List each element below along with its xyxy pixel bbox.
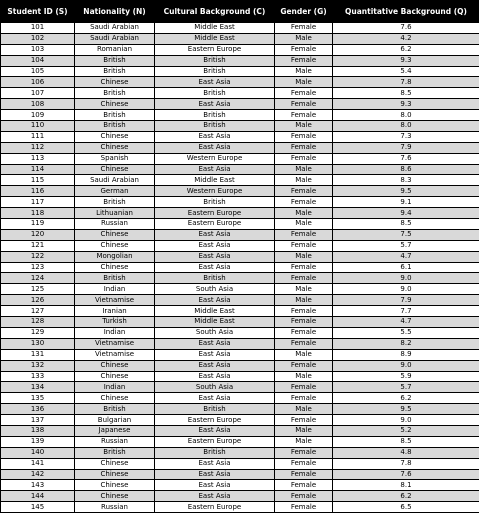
student-id-cell[interactable]: 120: [1, 229, 75, 240]
nationality-cell[interactable]: Chinese: [75, 491, 155, 502]
table-row: [1, 208, 479, 219]
table-row: [1, 338, 479, 349]
nationality-cell[interactable]: Saudi Arabian: [75, 23, 155, 34]
gender-cell[interactable]: Male: [275, 436, 333, 447]
nationality-cell[interactable]: German: [75, 186, 155, 197]
student-id-cell[interactable]: 135: [1, 393, 75, 404]
student-id-cell[interactable]: 101: [1, 23, 75, 34]
table-row: [1, 55, 479, 66]
quantitative-background-cell[interactable]: 5.4: [333, 66, 479, 77]
gender-cell[interactable]: Male: [275, 404, 333, 415]
gender-cell[interactable]: Male: [275, 121, 333, 132]
student-id-cell[interactable]: 132: [1, 360, 75, 371]
gender-cell[interactable]: Female: [275, 447, 333, 458]
quantitative-background-cell[interactable]: 5.9: [333, 371, 479, 382]
nationality-cell[interactable]: Russian: [75, 436, 155, 447]
student-id-cell[interactable]: 127: [1, 306, 75, 317]
student-id-cell[interactable]: 144: [1, 491, 75, 502]
cultural-background-cell[interactable]: British: [155, 55, 275, 66]
table-row: [1, 186, 479, 197]
table-row: [1, 251, 479, 262]
student-id-cell[interactable]: 133: [1, 371, 75, 382]
nationality-cell[interactable]: Vietnamise: [75, 295, 155, 306]
cultural-background-cell[interactable]: East Asia: [155, 99, 275, 110]
student-id-cell[interactable]: 128: [1, 317, 75, 328]
gender-cell[interactable]: Female: [275, 99, 333, 110]
nationality-cell[interactable]: British: [75, 55, 155, 66]
cultural-background-cell[interactable]: Eastern Europe: [155, 436, 275, 447]
student-id-cell[interactable]: 130: [1, 338, 75, 349]
gender-cell[interactable]: Female: [275, 240, 333, 251]
gender-cell[interactable]: Male: [275, 33, 333, 44]
table-row: [1, 360, 479, 371]
cultural-background-cell[interactable]: British: [155, 273, 275, 284]
nationality-cell[interactable]: Chinese: [75, 131, 155, 142]
gender-cell[interactable]: Female: [275, 110, 333, 121]
table-row: [1, 425, 479, 436]
table-row: [1, 295, 479, 306]
gender-cell[interactable]: Male: [275, 295, 333, 306]
quantitative-background-cell[interactable]: 9.3: [333, 99, 479, 110]
cultural-background-cell[interactable]: British: [155, 121, 275, 132]
nationality-cell[interactable]: British: [75, 197, 155, 208]
nationality-cell[interactable]: Iranian: [75, 306, 155, 317]
quantitative-background-cell[interactable]: 8.0: [333, 110, 479, 121]
table-row: [1, 382, 479, 393]
table-row: [1, 99, 479, 110]
table-row: [1, 110, 479, 121]
gender-cell[interactable]: Female: [275, 415, 333, 426]
nationality-cell[interactable]: Lithuanian: [75, 208, 155, 219]
nationality-cell[interactable]: British: [75, 273, 155, 284]
nationality-cell[interactable]: Vietnamise: [75, 338, 155, 349]
nationality-cell[interactable]: Vietnamise: [75, 349, 155, 360]
quantitative-background-cell[interactable]: 7.3: [333, 131, 479, 142]
quantitative-background-cell[interactable]: 4.2: [333, 33, 479, 44]
cultural-background-cell[interactable]: South Asia: [155, 382, 275, 393]
quantitative-background-cell[interactable]: 8.3: [333, 175, 479, 186]
student-id-cell[interactable]: 115: [1, 175, 75, 186]
table-row: [1, 469, 479, 480]
cultural-background-cell[interactable]: East Asia: [155, 458, 275, 469]
cultural-background-cell[interactable]: East Asia: [155, 131, 275, 142]
quantitative-background-cell[interactable]: 7.9: [333, 142, 479, 153]
gender-cell[interactable]: Female: [275, 306, 333, 317]
table-row: [1, 306, 479, 317]
student-id-cell[interactable]: 110: [1, 121, 75, 132]
table-row: [1, 393, 479, 404]
gender-cell[interactable]: Male: [275, 371, 333, 382]
table-row: [1, 229, 479, 240]
cultural-background-cell[interactable]: British: [155, 447, 275, 458]
quantitative-background-cell[interactable]: 7.6: [333, 23, 479, 34]
quantitative-background-cell[interactable]: 9.5: [333, 186, 479, 197]
student-id-cell[interactable]: 118: [1, 208, 75, 219]
quantitative-background-cell[interactable]: 6.1: [333, 262, 479, 273]
table-row: [1, 262, 479, 273]
gender-cell[interactable]: Female: [275, 382, 333, 393]
nationality-cell[interactable]: Chinese: [75, 458, 155, 469]
student-id-cell[interactable]: 109: [1, 110, 75, 121]
quantitative-background-cell[interactable]: 8.0: [333, 121, 479, 132]
table-row: [1, 66, 479, 77]
table-row: [1, 44, 479, 55]
gender-cell[interactable]: Female: [275, 55, 333, 66]
gender-cell[interactable]: Female: [275, 186, 333, 197]
cultural-background-cell[interactable]: Eastern Europe: [155, 219, 275, 230]
nationality-cell[interactable]: Chinese: [75, 229, 155, 240]
cultural-background-cell[interactable]: British: [155, 404, 275, 415]
gender-cell[interactable]: Male: [275, 219, 333, 230]
cultural-background-cell[interactable]: Middle East: [155, 175, 275, 186]
cultural-background-cell[interactable]: British: [155, 66, 275, 77]
student-id-cell[interactable]: 122: [1, 251, 75, 262]
table-row: [1, 197, 479, 208]
cultural-background-cell[interactable]: East Asia: [155, 77, 275, 88]
quantitative-background-cell[interactable]: 7.6: [333, 469, 479, 480]
gender-cell[interactable]: Female: [275, 262, 333, 273]
gender-cell[interactable]: Female: [275, 502, 333, 513]
gender-cell[interactable]: Female: [275, 23, 333, 34]
table-row: [1, 436, 479, 447]
student-id-cell[interactable]: 124: [1, 273, 75, 284]
table-body: [1, 23, 479, 513]
cultural-background-cell[interactable]: South Asia: [155, 284, 275, 295]
table-row: [1, 317, 479, 328]
cultural-background-cell[interactable]: East Asia: [155, 251, 275, 262]
table-row: [1, 164, 479, 175]
quantitative-background-cell[interactable]: 4.8: [333, 447, 479, 458]
student-id-cell[interactable]: 137: [1, 415, 75, 426]
student-id-cell[interactable]: 138: [1, 425, 75, 436]
cultural-background-cell[interactable]: East Asia: [155, 360, 275, 371]
student-id-cell[interactable]: 102: [1, 33, 75, 44]
student-id-cell[interactable]: 139: [1, 436, 75, 447]
student-id-cell[interactable]: 108: [1, 99, 75, 110]
gender-cell[interactable]: Male: [275, 164, 333, 175]
nationality-cell[interactable]: British: [75, 121, 155, 132]
quantitative-background-cell[interactable]: 9.4: [333, 208, 479, 219]
cultural-background-cell[interactable]: East Asia: [155, 425, 275, 436]
cultural-background-cell[interactable]: East Asia: [155, 229, 275, 240]
quantitative-background-cell[interactable]: 7.7: [333, 306, 479, 317]
quantitative-background-cell[interactable]: 9.5: [333, 404, 479, 415]
student-id-cell[interactable]: 141: [1, 458, 75, 469]
nationality-cell[interactable]: Spanish: [75, 153, 155, 164]
quantitative-background-cell[interactable]: 5.7: [333, 382, 479, 393]
quantitative-background-cell[interactable]: 8.2: [333, 338, 479, 349]
quantitative-background-cell[interactable]: 6.2: [333, 44, 479, 55]
table-row: [1, 219, 479, 230]
gender-cell[interactable]: Female: [275, 197, 333, 208]
student-id-cell[interactable]: 143: [1, 480, 75, 491]
student-id-cell[interactable]: 113: [1, 153, 75, 164]
nationality-cell[interactable]: Chinese: [75, 142, 155, 153]
table-row: [1, 33, 479, 44]
cultural-background-cell[interactable]: East Asia: [155, 262, 275, 273]
quantitative-background-cell[interactable]: 9.1: [333, 197, 479, 208]
quantitative-background-cell[interactable]: 5.5: [333, 327, 479, 338]
cultural-background-cell[interactable]: South Asia: [155, 327, 275, 338]
quantitative-background-cell[interactable]: 8.6: [333, 164, 479, 175]
cultural-background-cell[interactable]: Western Europe: [155, 186, 275, 197]
cultural-background-cell[interactable]: British: [155, 110, 275, 121]
column-header-student-id: Student ID (S): [1, 1, 75, 23]
table-row: [1, 491, 479, 502]
column-header-quantitative-background: Quantitative Background (Q): [333, 1, 479, 23]
nationality-cell[interactable]: Turkish: [75, 317, 155, 328]
table-row: [1, 284, 479, 295]
gender-cell[interactable]: Female: [275, 229, 333, 240]
cultural-background-cell[interactable]: East Asia: [155, 491, 275, 502]
quantitative-background-cell[interactable]: 7.6: [333, 153, 479, 164]
table-row: [1, 415, 479, 426]
quantitative-background-cell[interactable]: 8.5: [333, 219, 479, 230]
table-row: [1, 77, 479, 88]
nationality-cell[interactable]: Mongolian: [75, 251, 155, 262]
nationality-cell[interactable]: Chinese: [75, 360, 155, 371]
cultural-background-cell[interactable]: East Asia: [155, 164, 275, 175]
quantitative-background-cell[interactable]: 7.5: [333, 229, 479, 240]
nationality-cell[interactable]: Chinese: [75, 77, 155, 88]
cultural-background-cell[interactable]: East Asia: [155, 480, 275, 491]
gender-cell[interactable]: Female: [275, 142, 333, 153]
nationality-cell[interactable]: Chinese: [75, 469, 155, 480]
nationality-cell[interactable]: Chinese: [75, 240, 155, 251]
cultural-background-cell[interactable]: East Asia: [155, 142, 275, 153]
student-id-cell[interactable]: 125: [1, 284, 75, 295]
nationality-cell[interactable]: Indian: [75, 382, 155, 393]
nationality-cell[interactable]: Japanese: [75, 425, 155, 436]
student-id-cell[interactable]: 117: [1, 197, 75, 208]
nationality-cell[interactable]: Chinese: [75, 480, 155, 491]
nationality-cell[interactable]: Chinese: [75, 99, 155, 110]
student-id-cell[interactable]: 106: [1, 77, 75, 88]
cultural-background-cell[interactable]: East Asia: [155, 338, 275, 349]
cultural-background-cell[interactable]: Eastern Europe: [155, 502, 275, 513]
table-row: [1, 458, 479, 469]
cultural-background-cell[interactable]: East Asia: [155, 469, 275, 480]
cultural-background-cell[interactable]: Middle East: [155, 306, 275, 317]
gender-cell[interactable]: Female: [275, 317, 333, 328]
gender-cell[interactable]: Female: [275, 44, 333, 55]
student-id-cell[interactable]: 107: [1, 88, 75, 99]
gender-cell[interactable]: Female: [275, 458, 333, 469]
nationality-cell[interactable]: Chinese: [75, 371, 155, 382]
student-id-cell[interactable]: 129: [1, 327, 75, 338]
nationality-cell[interactable]: Indian: [75, 284, 155, 295]
cultural-background-cell[interactable]: East Asia: [155, 349, 275, 360]
quantitative-background-cell[interactable]: 8.1: [333, 480, 479, 491]
quantitative-background-cell[interactable]: 9.0: [333, 415, 479, 426]
quantitative-background-cell[interactable]: 6.2: [333, 491, 479, 502]
student-id-cell[interactable]: 104: [1, 55, 75, 66]
gender-cell[interactable]: Male: [275, 175, 333, 186]
gender-cell[interactable]: Female: [275, 273, 333, 284]
table-row: [1, 240, 479, 251]
student-id-cell[interactable]: 119: [1, 219, 75, 230]
cultural-background-cell[interactable]: Western Europe: [155, 153, 275, 164]
quantitative-background-cell[interactable]: 9.0: [333, 273, 479, 284]
quantitative-background-cell[interactable]: 4.7: [333, 251, 479, 262]
table-row: [1, 142, 479, 153]
gender-cell[interactable]: Female: [275, 360, 333, 371]
nationality-cell[interactable]: Saudi Arabian: [75, 33, 155, 44]
gender-cell[interactable]: Female: [275, 491, 333, 502]
table-row: [1, 502, 479, 513]
student-id-cell[interactable]: 103: [1, 44, 75, 55]
student-id-cell[interactable]: 136: [1, 404, 75, 415]
student-id-cell[interactable]: 123: [1, 262, 75, 273]
quantitative-background-cell[interactable]: 4.7: [333, 317, 479, 328]
nationality-cell[interactable]: Romanian: [75, 44, 155, 55]
cultural-background-cell[interactable]: Middle East: [155, 317, 275, 328]
table-row: [1, 88, 479, 99]
quantitative-background-cell[interactable]: 9.0: [333, 284, 479, 295]
gender-cell[interactable]: Female: [275, 469, 333, 480]
column-header-gender: Gender (G): [275, 1, 333, 23]
quantitative-background-cell[interactable]: 7.8: [333, 77, 479, 88]
nationality-cell[interactable]: British: [75, 447, 155, 458]
student-id-cell[interactable]: 134: [1, 382, 75, 393]
student-id-cell[interactable]: 142: [1, 469, 75, 480]
gender-cell[interactable]: Female: [275, 88, 333, 99]
nationality-cell[interactable]: Chinese: [75, 164, 155, 175]
student-id-cell[interactable]: 116: [1, 186, 75, 197]
cultural-background-cell[interactable]: Eastern Europe: [155, 208, 275, 219]
gender-cell[interactable]: Female: [275, 131, 333, 142]
nationality-cell[interactable]: Bulgarian: [75, 415, 155, 426]
nationality-cell[interactable]: Chinese: [75, 393, 155, 404]
gender-cell[interactable]: Male: [275, 251, 333, 262]
gender-cell[interactable]: Female: [275, 327, 333, 338]
gender-cell[interactable]: Female: [275, 393, 333, 404]
table-row: [1, 404, 479, 415]
gender-cell[interactable]: Male: [275, 77, 333, 88]
cultural-background-cell[interactable]: East Asia: [155, 295, 275, 306]
nationality-cell[interactable]: British: [75, 404, 155, 415]
gender-cell[interactable]: Male: [275, 284, 333, 295]
table-row: [1, 23, 479, 34]
nationality-cell[interactable]: British: [75, 66, 155, 77]
nationality-cell[interactable]: Russian: [75, 502, 155, 513]
gender-cell[interactable]: Male: [275, 66, 333, 77]
table-row: [1, 480, 479, 491]
student-id-cell[interactable]: 121: [1, 240, 75, 251]
gender-cell[interactable]: Male: [275, 425, 333, 436]
cultural-background-cell[interactable]: Eastern Europe: [155, 415, 275, 426]
nationality-cell[interactable]: Chinese: [75, 262, 155, 273]
student-id-cell[interactable]: 126: [1, 295, 75, 306]
student-id-cell[interactable]: 114: [1, 164, 75, 175]
quantitative-background-cell[interactable]: 7.8: [333, 458, 479, 469]
cultural-background-cell[interactable]: British: [155, 197, 275, 208]
column-header-nationality: Nationality (N): [75, 1, 155, 23]
table-row: [1, 447, 479, 458]
student-id-cell[interactable]: 140: [1, 447, 75, 458]
gender-cell[interactable]: Male: [275, 349, 333, 360]
quantitative-background-cell[interactable]: 5.2: [333, 425, 479, 436]
quantitative-background-cell[interactable]: 5.7: [333, 240, 479, 251]
table-row: [1, 131, 479, 142]
nationality-cell[interactable]: British: [75, 88, 155, 99]
quantitative-background-cell[interactable]: 9.0: [333, 360, 479, 371]
nationality-cell[interactable]: British: [75, 110, 155, 121]
cultural-background-cell[interactable]: Middle East: [155, 33, 275, 44]
quantitative-background-cell[interactable]: 7.9: [333, 295, 479, 306]
student-id-cell[interactable]: 145: [1, 502, 75, 513]
gender-cell[interactable]: Female: [275, 480, 333, 491]
gender-cell[interactable]: Female: [275, 153, 333, 164]
quantitative-background-cell[interactable]: 8.9: [333, 349, 479, 360]
table-row: [1, 327, 479, 338]
gender-cell[interactable]: Female: [275, 338, 333, 349]
nationality-cell[interactable]: Indian: [75, 327, 155, 338]
cultural-background-cell[interactable]: British: [155, 88, 275, 99]
cultural-background-cell[interactable]: East Asia: [155, 240, 275, 251]
table-row: [1, 349, 479, 360]
quantitative-background-cell[interactable]: 8.5: [333, 88, 479, 99]
cultural-background-cell[interactable]: East Asia: [155, 393, 275, 404]
table-row: [1, 153, 479, 164]
table-row: [1, 273, 479, 284]
quantitative-background-cell[interactable]: 9.3: [333, 55, 479, 66]
table-row: [1, 175, 479, 186]
student-id-cell[interactable]: 111: [1, 131, 75, 142]
table-row: [1, 121, 479, 132]
cultural-background-cell[interactable]: East Asia: [155, 371, 275, 382]
quantitative-background-cell[interactable]: 6.5: [333, 502, 479, 513]
quantitative-background-cell[interactable]: 6.2: [333, 393, 479, 404]
nationality-cell[interactable]: Russian: [75, 219, 155, 230]
student-id-cell[interactable]: 131: [1, 349, 75, 360]
cultural-background-cell[interactable]: Middle East: [155, 23, 275, 34]
student-id-cell[interactable]: 105: [1, 66, 75, 77]
column-header-cultural-background: Cultural Background (C): [155, 1, 275, 23]
table-row: [1, 371, 479, 382]
nationality-cell[interactable]: Saudi Arabian: [75, 175, 155, 186]
student-id-cell[interactable]: 112: [1, 142, 75, 153]
gender-cell[interactable]: Male: [275, 208, 333, 219]
cultural-background-cell[interactable]: Eastern Europe: [155, 44, 275, 55]
header-row: [1, 1, 479, 23]
quantitative-background-cell[interactable]: 8.5: [333, 436, 479, 447]
